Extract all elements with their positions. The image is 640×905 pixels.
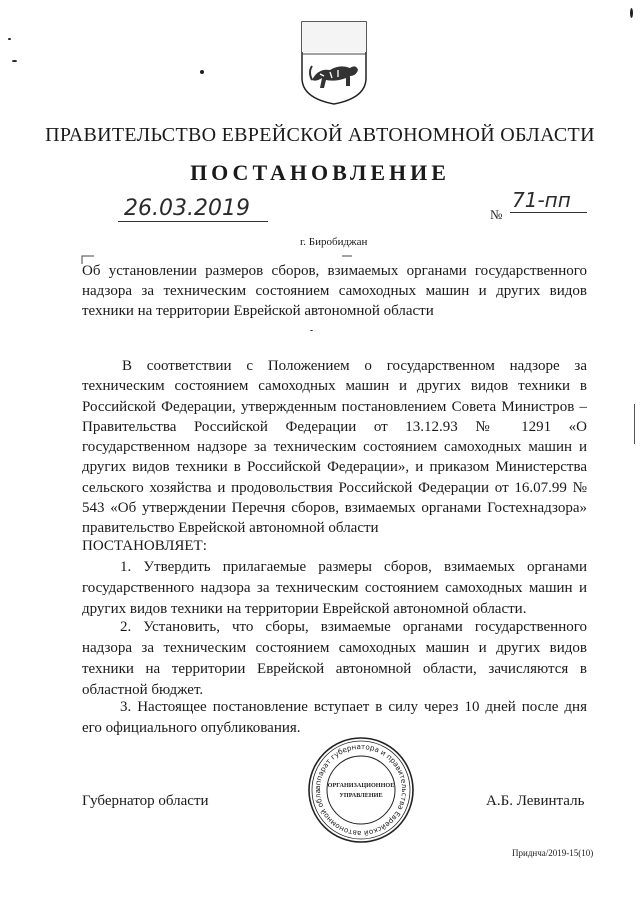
document-footnote: Приднча/2019-15(10): [512, 848, 594, 858]
decree-item-2: 2. Установить, что сборы, взимаемые органами государственного надзора за техническим состоянием самоходных машин и других видов техники на территории Еврейской автономной области, зачисляются в областной бюджет.: [82, 619, 587, 698]
signatory-name: А.Б. Левинталь: [486, 793, 585, 809]
document-type-title: ПОСТАНОВЛЕНИЕ: [190, 160, 450, 185]
scan-speck: [310, 330, 313, 331]
coat-of-arms-emblem: [300, 20, 368, 106]
scan-speck: [630, 8, 633, 18]
svg-text:ОРГАНИЗАЦИОННОЕ: ОРГАНИЗАЦИОННОЕ: [327, 782, 395, 789]
scan-speck: [200, 70, 204, 74]
document-subject: Об установлении размеров сборов, взимаемых органами государственного надзора за техническим состоянием самоходных машин и других видов техники на территории Еврейской автономной области: [82, 263, 587, 319]
svg-text:УПРАВЛЕНИЕ: УПРАВЛЕНИЕ: [339, 792, 383, 799]
decree-item-1: 1. Утвердить прилагаемые размеры сборов, взимаемых органами государственного надзора за техническим состоянием самоходных машин и других видов техники на территории Еврейской автономной области.: [82, 559, 587, 617]
signatory-role: Губернатор области: [82, 793, 209, 809]
official-seal: [306, 735, 416, 845]
handwritten-number: 71-пп: [510, 188, 587, 213]
scan-speck: [8, 38, 11, 40]
preamble-paragraph: В соответствии с Положением о государственном надзоре за техническим состоянием самоходных машин и других видов техники в Российской Федерации, утвержденным постановлением Совета Министров – Правительства Российской Федерации от 13.12.93 № 1291 «О государственном надзоре за техническим состоянием самоходных машин и других видов техники в Российской Федерации», и приказом Министерства сельского хозяйства и продовольствия Российской Федерации от 16.07.99 № 543 «Об утверждении Перечня сборов, взимаемых органами Гостехнадзора» правительство Еврейской автономной области: [82, 358, 587, 537]
svg-text:аппарат губернатора и правител: аппарат губернатора и правительства Еврейской автономной обла: [312, 741, 410, 839]
handwritten-date: 26.03.2019: [118, 196, 268, 222]
scan-speck: [12, 60, 17, 62]
number-label: №: [490, 207, 503, 222]
organization-title: ПРАВИТЕЛЬСТВО ЕВРЕЙСКОЙ АВТОНОМНОЙ ОБЛАСТИ: [45, 124, 595, 146]
decree-item-3: 3. Настоящее постановление вступает в силу через 10 дней после дня его официального опубликования.: [82, 699, 587, 736]
city-label: г. Биробиджан: [300, 236, 368, 248]
scan-edge-line: [634, 404, 635, 444]
decree-word: ПОСТАНОВЛЯЕТ:: [82, 538, 207, 554]
